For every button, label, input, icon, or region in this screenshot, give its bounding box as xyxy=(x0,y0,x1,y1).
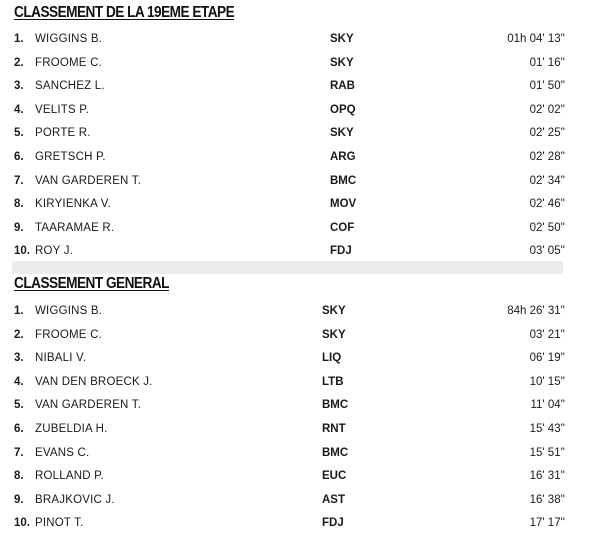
general-row xyxy=(0,300,599,324)
rider-name: GRETSCH P. xyxy=(35,150,106,163)
general-row xyxy=(0,324,599,348)
time-gap: 02' 50'' xyxy=(529,221,565,234)
rider-name: ROY J. xyxy=(35,245,74,258)
rank: 8. xyxy=(14,470,24,483)
time-gap: 02' 46'' xyxy=(529,198,565,211)
stage-row xyxy=(0,122,599,146)
team-code: AST xyxy=(322,493,345,506)
time-gap: 16' 31'' xyxy=(529,470,565,483)
rider-name: ROLLAND P. xyxy=(35,470,104,483)
time-gap: 01' 50'' xyxy=(529,80,565,93)
rank: 3. xyxy=(14,352,24,365)
general-row xyxy=(0,394,599,418)
time-gap: 02' 34'' xyxy=(529,174,565,187)
time-gap: 16' 38'' xyxy=(529,493,565,506)
rank: 7. xyxy=(14,174,24,187)
stage-row xyxy=(0,75,599,99)
team-code: SKY xyxy=(330,33,354,45)
time-gap: 15' 51'' xyxy=(529,446,565,459)
team-code: BMC xyxy=(330,174,357,187)
rank: 5. xyxy=(14,127,24,140)
general-title: CLASSEMENT GENERAL xyxy=(14,275,169,292)
rank: 1. xyxy=(14,305,24,317)
general-rows xyxy=(0,300,599,536)
rank: 4. xyxy=(14,103,24,116)
rider-name: EVANS C. xyxy=(35,446,90,459)
team-code: BMC xyxy=(322,399,349,412)
stage-row xyxy=(0,28,599,52)
general-row xyxy=(0,465,599,489)
time-gap: 02' 02'' xyxy=(529,103,565,116)
time-gap: 02' 25'' xyxy=(529,127,565,140)
rider-name: VAN GARDEREN T. xyxy=(35,174,142,187)
rider-name: VAN DEN BROECK J. xyxy=(35,375,153,388)
stage-row xyxy=(0,193,599,217)
time-gap: 02' 28'' xyxy=(529,150,565,163)
time-gap: 03' 05'' xyxy=(529,245,565,258)
team-code: FDJ xyxy=(330,245,352,258)
general-row xyxy=(0,489,599,513)
team-code: COF xyxy=(330,221,355,234)
time-gap: 17' 17'' xyxy=(529,517,565,530)
team-code: SKY xyxy=(330,56,354,69)
stage-row xyxy=(0,170,599,194)
stage-rows xyxy=(0,28,599,264)
rank: 6. xyxy=(14,150,24,163)
team-code: SKY xyxy=(322,328,346,341)
rank: 9. xyxy=(14,493,24,506)
stage-row xyxy=(0,217,599,241)
rank: 2. xyxy=(14,328,24,341)
team-code: LIQ xyxy=(322,352,342,365)
rank: 7. xyxy=(14,446,24,459)
rank: 2. xyxy=(14,56,24,69)
team-code: EUC xyxy=(322,470,347,483)
general-row xyxy=(0,418,599,442)
rider-name: WIGGINS B. xyxy=(35,305,103,317)
rank: 3. xyxy=(14,80,24,93)
stage-row xyxy=(0,99,599,123)
rank: 4. xyxy=(14,375,24,388)
general-row xyxy=(0,371,599,395)
team-code: MOV xyxy=(330,198,357,211)
rider-name: VAN GARDEREN T. xyxy=(35,399,142,412)
rank: 10. xyxy=(14,517,30,530)
team-code: BMC xyxy=(322,446,349,459)
general-row xyxy=(0,347,599,371)
rank: 10. xyxy=(14,245,30,258)
section-separator xyxy=(12,261,563,274)
time-gap: 84h 26' 31'' xyxy=(507,305,565,317)
rider-name: NIBALI V. xyxy=(35,352,87,365)
rank: 1. xyxy=(14,33,24,45)
time-gap: 11' 04'' xyxy=(530,399,565,412)
rider-name: TAARAMAE R. xyxy=(35,221,115,234)
general-row xyxy=(0,512,599,536)
rank: 6. xyxy=(14,422,24,435)
rider-name: BRAJKOVIC J. xyxy=(35,493,115,506)
general-row xyxy=(0,442,599,466)
rider-name: ZUBELDIA H. xyxy=(35,422,108,435)
team-code: LTB xyxy=(322,375,344,388)
rank: 8. xyxy=(14,198,24,211)
rider-name: WIGGINS B. xyxy=(35,33,103,45)
stage-title: CLASSEMENT DE LA 19EME ETAPE xyxy=(14,4,235,21)
team-code: RAB xyxy=(330,80,355,93)
team-code: OPQ xyxy=(330,103,356,116)
time-gap: 01' 16'' xyxy=(529,56,565,69)
time-gap: 01h 04' 13'' xyxy=(507,33,565,45)
team-code: SKY xyxy=(330,127,354,140)
team-code: FDJ xyxy=(322,517,344,530)
rank: 9. xyxy=(14,221,24,234)
rider-name: VELITS P. xyxy=(35,103,90,116)
team-code: SKY xyxy=(322,305,346,317)
rank: 5. xyxy=(14,399,24,412)
time-gap: 03' 21'' xyxy=(529,328,565,341)
time-gap: 06' 19'' xyxy=(529,352,565,365)
rider-name: PORTE R. xyxy=(35,127,91,140)
rider-name: FROOME C. xyxy=(35,56,102,69)
stage-row xyxy=(0,52,599,76)
rider-name: KIRYIENKA V. xyxy=(35,198,111,211)
time-gap: 15' 43'' xyxy=(529,422,565,435)
time-gap: 10' 15'' xyxy=(529,375,565,388)
rider-name: FROOME C. xyxy=(35,328,102,341)
stage-row xyxy=(0,146,599,170)
team-code: RNT xyxy=(322,422,346,435)
rider-name: PINOT T. xyxy=(35,517,84,530)
team-code: ARG xyxy=(330,150,356,163)
rider-name: SANCHEZ L. xyxy=(35,80,105,93)
